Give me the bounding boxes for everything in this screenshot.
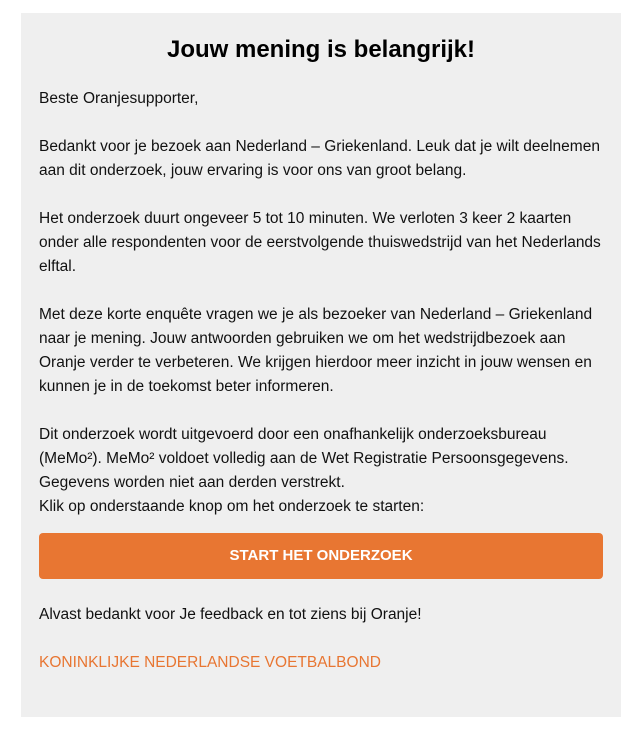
paragraph-thanks: Bedankt voor je bezoek aan Nederland – Griekenland. Leuk dat je wilt deelnemen aan dit onderzoek, jouw ervaring is voor ons van groot belang.	[39, 138, 600, 179]
paragraph-privacy: Dit onderzoek wordt uitgevoerd door een onafhankelijk onderzoeksbureau (MeMo²). MeMo² voldoet volledig aan de Wet Registratie Persoonsgegevens. Gegevens worden niet aan derden verstrekt.	[39, 426, 569, 491]
email-card	[21, 13, 621, 717]
knvb-link[interactable]: KONINKLIJKE NEDERLANDSE VOETBALBOND	[39, 654, 381, 671]
email-title: Jouw mening is belangrijk!	[166, 36, 476, 63]
paragraph-duration: Het onderzoek duurt ongeveer 5 tot 10 minuten. We verloten 3 keer 2 kaarten onder alle respondenten voor de eerstvolgende thuiswedstrijd van het Nederlands elftal.	[39, 210, 601, 275]
closing-text: Alvast bedankt voor Je feedback en tot ziens bij Oranje!	[39, 606, 422, 623]
paragraph-instruction: Klik op onderstaande knop om het onderzoek te starten:	[39, 498, 425, 515]
start-survey-button[interactable]: START HET ONDERZOEK	[39, 533, 603, 579]
paragraph-privacy-block	[39, 423, 603, 519]
paragraph-purpose: Met deze korte enquête vragen we je als bezoeker van Nederland – Griekenland naar je mening. Jouw antwoorden gebruiken we om het wedstrijdbezoek aan Oranje verder te verbeteren. We krijgen hierdoor meer inzicht in jouw wensen en kunnen je in de toekomst beter informeren.	[39, 306, 593, 395]
greeting: Beste Oranjesupporter,	[39, 90, 199, 107]
